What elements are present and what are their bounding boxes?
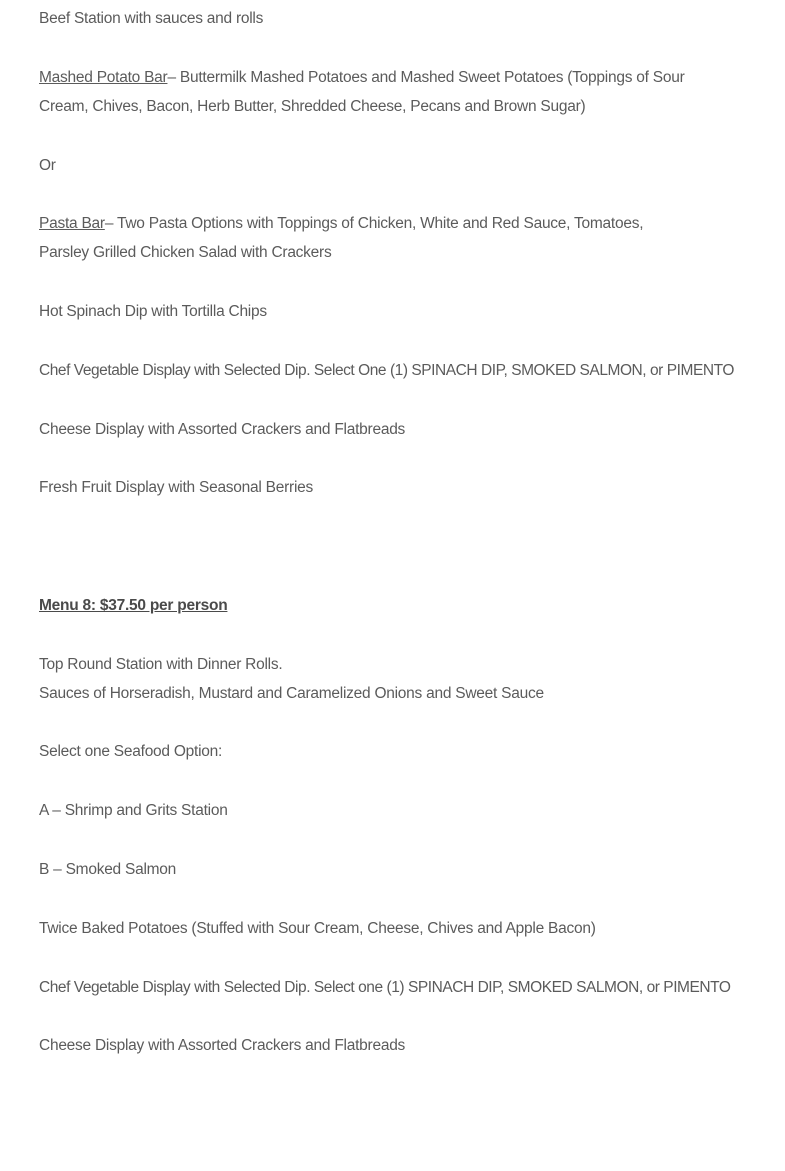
- menu7-beef-station: Beef Station with sauces and rolls: [39, 10, 264, 27]
- menu7-mashed-bar-desc-2: Cream, Chives, Bacon, Herb Butter, Shredded Cheese, Pecans and Brown Sugar): [39, 98, 586, 115]
- mashed-potato-bar-desc: – Buttermilk Mashed Potatoes and Mashed Sweet Potatoes (Toppings of Sour: [167, 69, 685, 86]
- menu7-spinach-dip: Hot Spinach Dip with Tortilla Chips: [39, 303, 267, 320]
- menu8-sauces: Sauces of Horseradish, Mustard and Caramelized Onions and Sweet Sauce: [39, 685, 544, 702]
- menu7-fruit-display: Fresh Fruit Display with Seasonal Berries: [39, 479, 314, 496]
- menu7-chicken-salad: Parsley Grilled Chicken Salad with Crackers: [39, 244, 332, 261]
- pasta-bar-desc: – Two Pasta Options with Toppings of Chicken, White and Red Sauce, Tomatoes,: [104, 215, 644, 232]
- menu8-option-a: A – Shrimp and Grits Station: [39, 802, 228, 819]
- pasta-bar-title: Pasta Bar: [39, 215, 105, 232]
- menu7-cheese-display: Cheese Display with Assorted Crackers and Flatbreads: [39, 421, 406, 438]
- menu8-veg-display: Chef Vegetable Display with Selected Dip. Select one (1) SPINACH DIP, SMOKED SALMON, or PIMENTO: [39, 979, 731, 996]
- menu8-option-b: B – Smoked Salmon: [39, 861, 177, 878]
- menu8-title: Menu 8: $37.50 per person: [39, 597, 228, 614]
- menu8-top-round: Top Round Station with Dinner Rolls.: [39, 656, 283, 673]
- menu7-mashed-bar-line: [39, 67, 685, 89]
- mashed-potato-bar-title: Mashed Potato Bar: [39, 69, 168, 86]
- menu8-cheese-display: Cheese Display with Assorted Crackers and Flatbreads: [39, 1037, 406, 1054]
- menu7-pasta-bar-line: [39, 213, 643, 235]
- menu7-veg-display: Chef Vegetable Display with Selected Dip. Select One (1) SPINACH DIP, SMOKED SALMON, or PIMENTO: [39, 362, 734, 379]
- menu7-or: Or: [39, 157, 56, 174]
- menu8-seafood-select: Select one Seafood Option:: [39, 743, 223, 760]
- menu8-potatoes: Twice Baked Potatoes (Stuffed with Sour Cream, Cheese, Chives and Apple Bacon): [39, 920, 596, 937]
